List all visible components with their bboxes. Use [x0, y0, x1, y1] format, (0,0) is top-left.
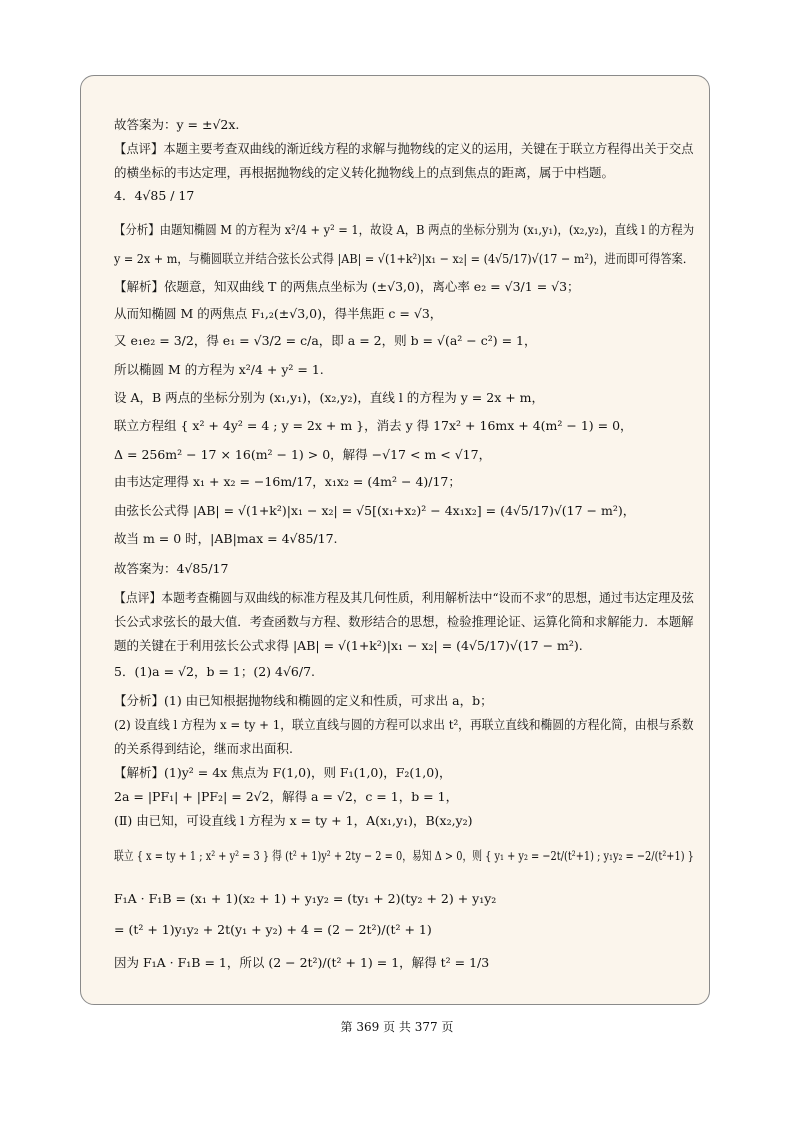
text-line: 【分析】由题知椭圆 M 的方程为 x²/4 + y² = 1，故设 A，B 两点的坐标分别为 (x₁,y₁)，(x₂,y₂)，直线 l 的方程为 [114, 222, 695, 237]
text-line: 故答案为：y = ±√2x. [114, 117, 240, 132]
text-line: 5．(1)a = √2，b = 1；(2) 4√6/7. [114, 664, 316, 679]
text-line: 【解析】依题意，知双曲线 T 的两焦点坐标为 (±√3,0)，离心率 e₂ = √3/1 = √3； [114, 279, 580, 294]
text-line: 【解析】(1)y² = 4x 焦点为 F(1,0)，则 F₁(1,0)，F₂(1,0)， [114, 765, 452, 780]
text-line: 【点评】本题主要考查双曲线的渐近线方程的求解与抛物线的定义的运用，关键在于联立方程得出关于交点 [114, 141, 694, 156]
text-line: 【点评】本题考查椭圆与双曲线的标准方程及其几何性质，利用解析法中“设而不求”的思想，通过韦达定理及弦 [114, 590, 694, 605]
page-footer: 第 369 页 共 377 页 [340, 1020, 454, 1034]
text-line: F₁A · F₁B = (x₁ + 1)(x₂ + 1) + y₁y₂ = (ty₁ + 2)(ty₂ + 2) + y₁y₂ [114, 891, 497, 906]
text-line: y = 2x + m，与椭圆联立并结合弦长公式得 |AB| = √(1+k²)|x₁ − x₂| = (4√5/17)√(17 − m²)，进而即可得答案． [114, 251, 695, 266]
text-line: 长公式求弦长的最大值．考查函数与方程、数形结合的思想，检验推理论证、运算化简和求解能力．本题解 [114, 614, 694, 629]
text-line: 题的关键在于利用弦长公式求得 |AB| = √(1+k²)|x₁ − x₂| = (4√5/17)√(17 − m²). [114, 638, 583, 653]
text-line: Δ = 256m² − 17 × 16(m² − 1) > 0，解得 −√17 < m < √17， [114, 447, 492, 462]
text-line: 4．4√85 / 17 [114, 188, 195, 203]
text-line: 的关系得到结论，继而求出面积. [114, 741, 293, 756]
text-line: 2a = |PF₁| + |PF₂| = 2√2，解得 a = √2，c = 1，b = 1， [114, 789, 459, 804]
text-line: 故当 m = 0 时，|AB|max = 4√85/17. [114, 531, 338, 546]
text-line: = (t² + 1)y₁y₂ + 2t(y₁ + y₂) + 4 = (2 − 2t²)/(t² + 1) [114, 922, 432, 937]
text-line: 联立方程组 { x² + 4y² = 4 ; y = 2x + m }，消去 y 得 17x² + 16mx + 4(m² − 1) = 0， [114, 418, 633, 433]
text-line: 故答案为：4√85/17 [114, 561, 229, 576]
text-line: 设 A，B 两点的坐标分别为 (x₁,y₁)，(x₂,y₂)，直线 l 的方程为 y = 2x + m， [114, 390, 545, 405]
text-line: 联立 { x = ty + 1 ; x² + y² = 3 } 得 (t² + 1)y² + 2ty − 2 = 0，易知 Δ > 0，则 { y₁ + y₂ = −2t/(t²+1) ; y₁y₂ = −2/(t²+1) } [114, 848, 694, 863]
text-line: 【分析】(1) 由已知根据抛物线和椭圆的定义和性质，可求出 a，b； [114, 693, 493, 708]
text-line: (Ⅱ) 由已知，可设直线 l 方程为 x = ty + 1，A(x₁,y₁)，B(x₂,y₂) [114, 813, 473, 828]
text-line: 因为 F₁A · F₁B = 1，所以 (2 − 2t²)/(t² + 1) = 1，解得 t² = 1/3 [114, 955, 490, 970]
text-line: 又 e₁e₂ = 3/2，得 e₁ = √3/2 = c/a，即 a = 2，则 b = √(a² − c²) = 1， [114, 333, 537, 348]
text-line: 的横坐标的韦达定理，再根据抛物线的定义转化抛物线上的点到焦点的距离，属于中档题。 [114, 165, 615, 180]
text-line: 由韦达定理得 x₁ + x₂ = −16m/17，x₁x₂ = (4m² − 4)/17； [114, 474, 461, 489]
text-line: 所以椭圆 M 的方程为 x²/4 + y² = 1. [114, 362, 324, 377]
text-line: 从而知椭圆 M 的两焦点 F₁,₂(±√3,0)，得半焦距 c = √3， [114, 306, 443, 321]
text-line: 由弦长公式得 |AB| = √(1+k²)|x₁ − x₂| = √5[(x₁+x₂)² − 4x₁x₂] = (4√5/17)√(17 − m²)， [114, 503, 636, 518]
text-line: (2) 设直线 l 方程为 x = ty + 1，联立直线与圆的方程可以求出 t²，再联立直线和椭圆的方程化简，由根与系数 [114, 717, 694, 732]
